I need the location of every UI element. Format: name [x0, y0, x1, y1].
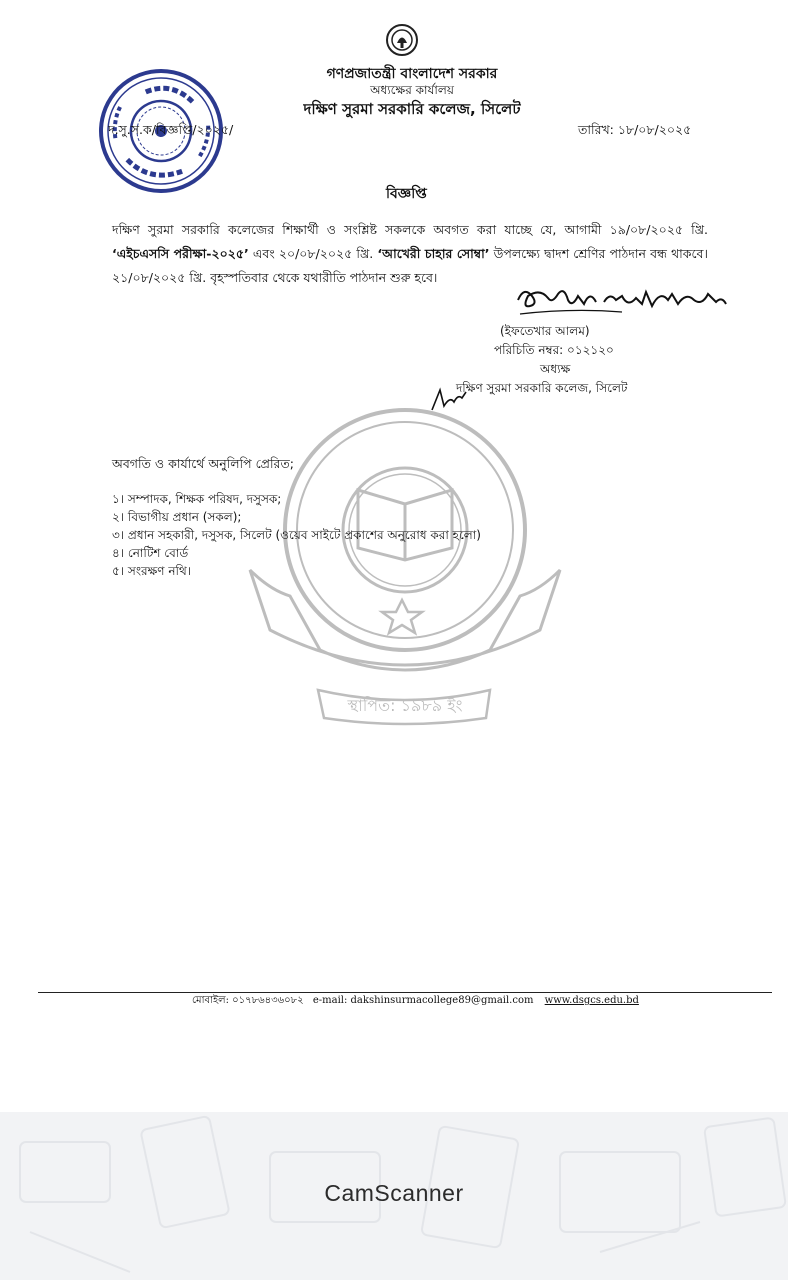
signature-designation: অধ্যক্ষ — [540, 362, 571, 376]
government-emblem-icon — [385, 23, 419, 57]
signature-name: (ইফতেখার আলম) — [500, 324, 590, 338]
principal-signature — [512, 282, 732, 322]
notice-line1: দক্ষিণ সুরমা সরকারি কলেজের শিক্ষার্থী ও সংশ্লিষ্ট সকলকে অবগত করা যাচ্ছে যে, আগামী ১৯/০৮/২০২৫ খ্রি. — [112, 222, 708, 237]
footer-mobile: মোবাইল: ০১৭৮৬৪৩৬০৮২ — [192, 995, 304, 1006]
list-item: ২। বিভাগীয় প্রধান (সকল); — [112, 510, 242, 524]
footer-email: e-mail: dakshinsurmacollege89@gmail.com — [312, 995, 534, 1006]
list-item: ৪। নোটিশ বোর্ড — [112, 546, 189, 560]
footer-contact — [192, 993, 639, 1010]
notice-event: ‘আখেরী চাহার সোম্বা’ — [377, 246, 490, 261]
list-item: ৩। প্রধান সহকারী, দসুসক, সিলেট (ওয়েব সাইটে প্রকাশের অনুরোধ করা হলো) — [112, 528, 481, 542]
notice-title: বিজ্ঞপ্তি — [386, 186, 427, 202]
footer-website-link[interactable]: www.dsgcs.edu.bd — [544, 995, 639, 1006]
list-item: ১। সম্পাদক, শিক্ষক পরিষদ, দসুসক; — [112, 492, 282, 506]
notice-body — [112, 218, 708, 290]
memo-date: তারিখ: ১৮/০৮/২০২৫ — [578, 122, 692, 137]
watermark-established: স্থাপিত: ১৯৮৯ ইং — [347, 696, 463, 715]
memo-reference: দ.সু.স.ক/বিজ্ঞপ্তি/২০২৫/ — [108, 122, 234, 137]
header-office: অধ্যক্ষের কার্যালয় — [370, 83, 454, 97]
scanner-brand-label: CamScanner — [324, 1180, 464, 1206]
notice-mid1: এবং ২০/০৮/২০২৫ খ্রি. — [248, 246, 378, 261]
notice-mid2: উপলক্ষ্যে দ্বাদশ শ্রেণির পাঠদান বন্ধ থাকবে। ২১/০৮/২০২৫ খ্রি. বৃহস্পতিবার থেকে যথারীতি পাঠদান শুরু হবে। — [112, 246, 708, 285]
signature-institution: দক্ষিণ সুরমা সরকারি কলেজ, সিলেট — [456, 381, 628, 395]
copies-list — [112, 490, 481, 580]
header-govt: গণপ্রজাতন্ত্রী বাংলাদেশ সরকার — [326, 66, 498, 82]
list-item: ৫। সংরক্ষণ নথি। — [112, 564, 192, 578]
copies-heading: অবগতি ও কার্যার্থে অনুলিপি প্রেরিত; — [112, 456, 295, 471]
header-college: দক্ষিণ সুরমা সরকারি কলেজ, সিলেট — [303, 100, 521, 118]
notice-exam: ‘এইচএসসি পরীক্ষা-২০২৫’ — [112, 246, 249, 261]
signature-id: পরিচিতি নম্বর: ০১২১২০ — [494, 343, 614, 357]
